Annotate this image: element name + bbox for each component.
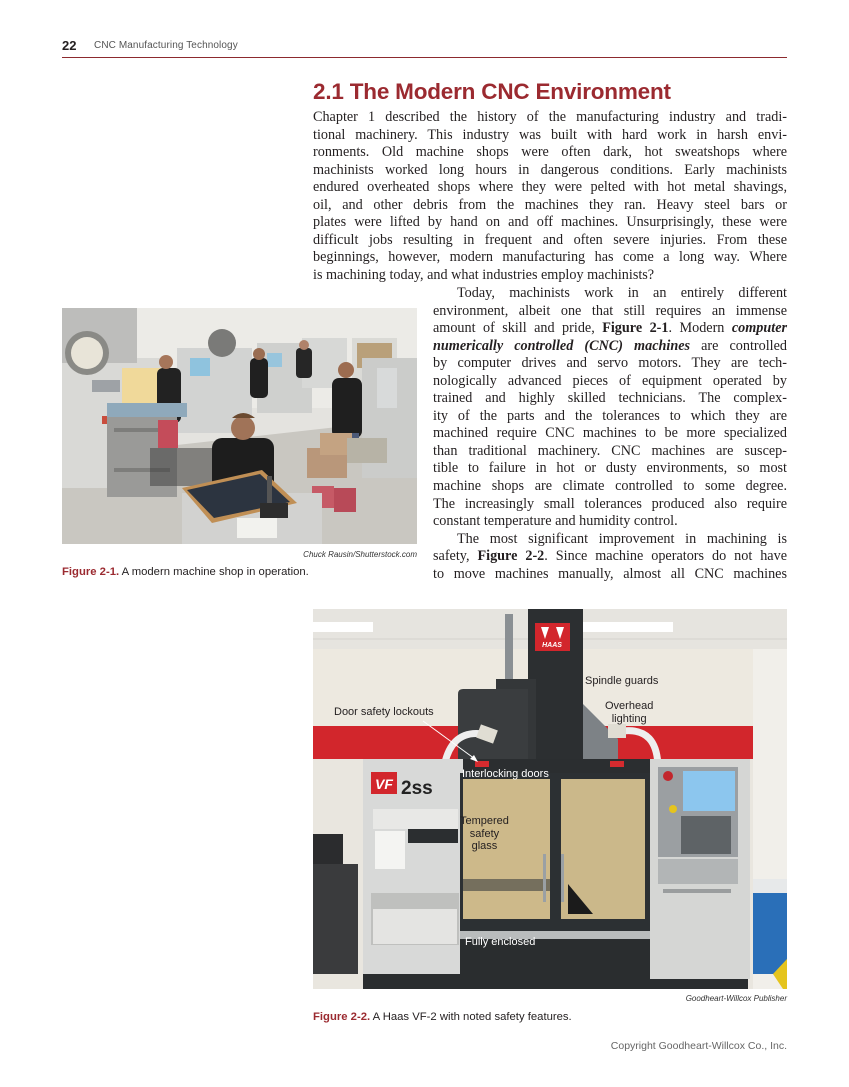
haas-logo: HAAS <box>542 642 562 649</box>
copyright-notice: Copyright Goodheart-Willcox Co., Inc. <box>610 1040 787 1052</box>
photo-credit: Chuck Rausin/Shutterstock.com <box>303 550 417 559</box>
text-line: beginnings, however, modern manufacturing has come a long way. Where <box>313 249 787 266</box>
caption-text: A Haas VF-2 with noted safety features. <box>370 1011 572 1023</box>
page-number: 22 <box>62 38 77 53</box>
text-line: Today, machinists work in an entirely different <box>457 285 787 301</box>
figure-reference-2-1[interactable]: Figure 2-1 <box>602 320 669 337</box>
callout-spindle-guards: Spindle guards <box>585 675 659 687</box>
running-head <box>62 38 787 58</box>
text-line: oil, and other debris from the machines they ran. Heavy steel bars or <box>313 196 787 213</box>
text-line: The most significant improvement in machining is <box>457 530 787 547</box>
text-segment: are controlled <box>690 337 787 354</box>
text-line: by computer drives and servo motors. They are tech- <box>433 355 787 372</box>
callout-line: safety <box>469 827 500 840</box>
vf-badge: VF <box>375 776 393 792</box>
model-suffix: 2ss <box>401 778 433 799</box>
text-line: than traditional machinery. CNC machines are suscep- <box>433 442 787 459</box>
figure-2-1-photo <box>62 308 417 544</box>
text-segment: . Modern <box>668 320 732 337</box>
callout-door-safety-lockouts: Door safety lockouts <box>334 706 434 718</box>
text-line: constant temperature and humidity control. <box>433 513 678 530</box>
text-line: Chapter 1 described the history of the manufacturing industry and tradi- <box>313 109 787 125</box>
figure-caption <box>313 1011 572 1023</box>
figure-caption <box>62 566 309 578</box>
text-line: is machining today, and what industries employ machinists? <box>313 266 655 283</box>
callout-fully-enclosed: Fully enclosed <box>465 936 536 948</box>
figure-label: Figure 2-1. <box>62 566 120 578</box>
photo-credit: Goodheart-Willcox Publisher <box>685 994 787 1003</box>
text-line: tional machinery. This industry was built with hard work in harsh envi- <box>313 126 787 143</box>
callout-line: Overhead <box>605 700 654 712</box>
callout-line: Tempered <box>460 815 509 827</box>
text-line: plates were lifted by hand on and off machines. Unsurprisingly, these were <box>313 214 787 231</box>
text-line: ronments. Old machine shops were often dark, hot sweatshops where <box>313 144 787 161</box>
machine-shop-illustration <box>62 308 417 544</box>
text-line: tible to failure in hot or dusty environments, so most <box>433 460 787 477</box>
caption-text: A modern machine shop in operation. <box>119 566 309 578</box>
text-line: endured overheated shops where they were pelted with hot metal shavings, <box>313 179 787 196</box>
callout-leader-arrow <box>313 609 787 989</box>
callout-interlocking-doors: Interlocking doors <box>462 768 549 780</box>
figure-2-2-photo <box>313 609 787 989</box>
text-line: machined require CNC machines to be more specialized <box>433 425 787 442</box>
key-term: computer <box>731 320 788 337</box>
text-segment: safety, <box>433 548 478 565</box>
figure-label: Figure 2-2. <box>313 1011 371 1023</box>
text-line <box>433 338 787 356</box>
text-line <box>433 320 787 338</box>
callout-line: glass <box>471 840 498 852</box>
book-title: CNC Manufacturing Technology <box>94 40 238 51</box>
text-line: machine shops are climate controlled to some degree. <box>433 478 787 495</box>
text-segment: amount of skill and pride, <box>433 320 603 337</box>
text-line: trained and highly skilled technicians. The complex- <box>433 390 787 407</box>
section-title: 2.1 The Modern CNC Environment <box>313 79 671 104</box>
text-segment: . Since machine operators do not have <box>544 548 787 565</box>
paragraph-today <box>433 285 787 583</box>
text-line: to move machines manually, almost all CNC machines <box>433 565 787 582</box>
text-line: environment, albeit one that still requires an immense <box>433 302 787 319</box>
figure-reference-2-2[interactable]: Figure 2-2 <box>477 548 545 565</box>
paragraph-intro <box>313 109 787 284</box>
text-line: The increasingly small tolerances produced also require <box>433 495 787 512</box>
text-line: machinists worked long hours in dangerous conditions. Early machinists <box>313 161 787 178</box>
text-line: ity of the parts and the tolerances to which they are <box>433 407 787 424</box>
text-line: difficult jobs resulting in frequent and often severe injuries. From these <box>313 231 787 248</box>
key-term: numerically controlled (CNC) machines <box>433 337 691 354</box>
text-line: nologically advanced pieces of equipment operated by <box>433 372 787 389</box>
callout-line: lighting <box>611 712 647 725</box>
text-line <box>433 548 787 566</box>
